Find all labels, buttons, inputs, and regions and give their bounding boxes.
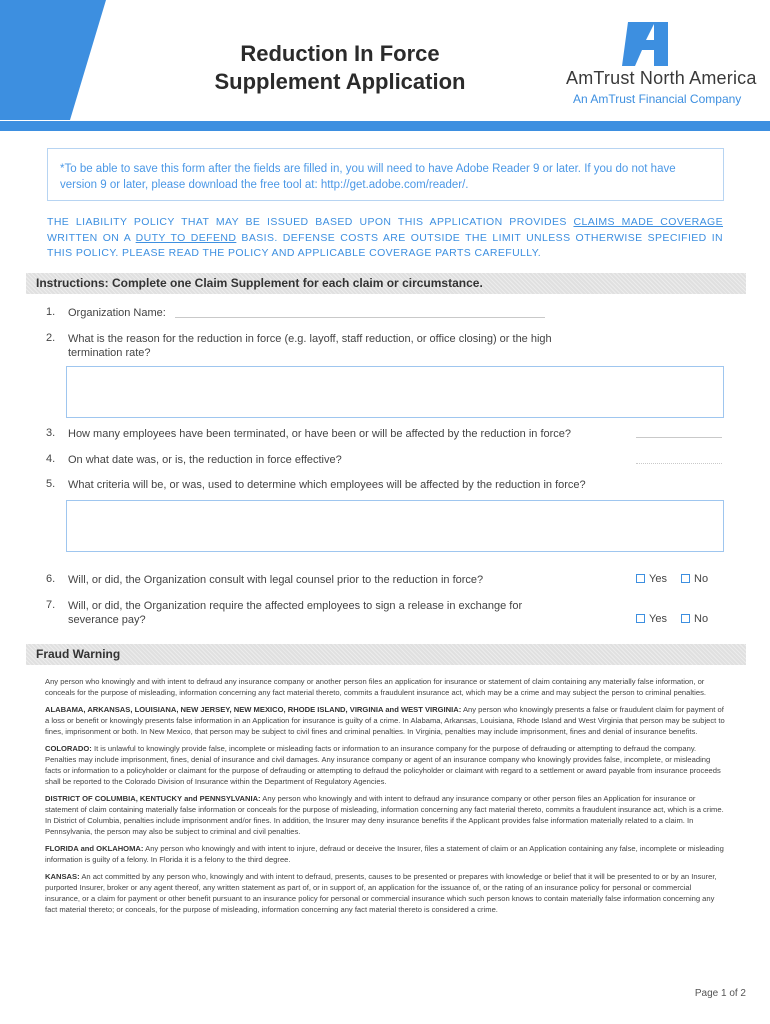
fraud-warning-body bbox=[45, 676, 725, 921]
q6-no-checkbox[interactable] bbox=[681, 574, 690, 583]
fraud-state-text: Any person who knowingly and with intent to defraud any insurance company or other person files an Application for insurance or statement of claim containing materially false information or conceals for the purpose of misleading, information concerning any fact material thereto, commits a fraudulent insurance act, which is a crime. In District of Columbia, penalties include imprisonment and/or fines. In addition, the Insurer may deny insurance benefits if the Applicant provides false information materially related to a claim. In Pennsylvania, the person may also be subject to criminal and civil penalties. bbox=[45, 794, 724, 836]
header-accent-slant bbox=[70, 0, 106, 120]
question-2-text: What is the reason for the reduction in force (e.g. layoff, staff reduction, or office closing) or the high termination rate? bbox=[68, 333, 552, 359]
page-title bbox=[190, 40, 490, 96]
question-4-text: On what date was, or is, the reduction in force effective? bbox=[68, 454, 342, 466]
question-6-number: 6. bbox=[46, 573, 56, 585]
q6-yes-label: Yes bbox=[649, 573, 667, 585]
fraud-state-paragraph bbox=[45, 843, 725, 865]
liability-statement bbox=[47, 215, 723, 262]
fraud-state-name: COLORADO: bbox=[45, 744, 92, 753]
q6-no-label: No bbox=[694, 573, 709, 585]
q7-yes-checkbox[interactable] bbox=[636, 614, 645, 623]
fraud-state-text: Any person who knowingly and with intent to injure, defraud or deceive the Insurer, files a statement of claim or an Application containing any false, incomplete or misleading information is guilty of a felony. In Florida it is a felony to the third degree. bbox=[45, 844, 724, 864]
liability-part-2: WRITTEN ON A bbox=[47, 231, 136, 244]
fraud-state-text: Any person who knowingly presents a false or fraudulent claim for payment of a loss or benefit or knowingly presents false information in an Application for insurance is guilty of a crime. In Alabama, Arkansas, Louisiana, Rhode Island and West Virginia that person may be subject to fines, imprisonment or both. In New Mexico, that person may be subject to civil fines and criminal penalties. In Virginia, penalties may include imprisonment, fines and denial of insurance benefits. bbox=[45, 705, 725, 736]
fraud-state-paragraph bbox=[45, 871, 725, 915]
q7-yes-label: Yes bbox=[649, 613, 667, 625]
selection-criteria-field[interactable] bbox=[66, 500, 724, 552]
question-1-text: Organization Name: bbox=[68, 307, 166, 319]
effective-date-field[interactable] bbox=[636, 463, 722, 464]
header-divider-bar bbox=[0, 121, 770, 131]
question-7-text: Will, or did, the Organization require the affected employees to sign a release in exchange for severance pay? bbox=[68, 600, 523, 626]
question-1-number: 1. bbox=[46, 306, 56, 318]
header-accent-shape bbox=[0, 0, 70, 120]
title-line-1: Reduction In Force bbox=[240, 41, 440, 66]
fraud-state-paragraph bbox=[45, 704, 725, 737]
fraud-state-paragraph bbox=[45, 793, 725, 837]
liability-part-1: THE LIABILITY POLICY THAT MAY BE ISSUED BASED UPON THIS APPLICATION PROVIDES bbox=[47, 216, 574, 228]
liability-claims-made: CLAIMS MADE COVERAGE bbox=[573, 216, 724, 228]
amtrust-a-logo-icon bbox=[622, 22, 674, 66]
brand-subtitle: An AmTrust Financial Company bbox=[573, 92, 742, 106]
fraud-general-paragraph: Any person who knowingly and with intent to defraud any insurance company or another person files an application for insurance or statement of claim containing any materially false information, or conceals for the purpose of misleading, information concerning any fact material thereto, commits a fraudulent insurance act, which may be a crime and may subject the person to criminal penalties. bbox=[45, 677, 706, 697]
title-line-2: Supplement Application bbox=[214, 69, 466, 94]
question-5-text: What criteria will be, or was, used to determine which employees will be affected by the reduction in force? bbox=[68, 479, 586, 491]
fraud-state-text: It is unlawful to knowingly provide false, incomplete or misleading facts or information to an insurance company for the purpose of defrauding or attempting to defraud the company. Penalties may include imprisonment, fines, denial of insurance and civil damages. Any insurance company or agent of an insurance company who knowingly provides false, incomplete, or misleading facts or information to a policyholder or claimant for the purpose of defrauding or attempting to defraud the policyholder or claimant with regard to a settlement or award payable from insurance proceeds shall be reported to the Colorado Division of Insurance within the Department of Regulatory Agencies. bbox=[45, 744, 721, 786]
adobe-notice-text: *To be able to save this form after the fields are filled in, you will need to have Adobe Reader 9 or later. If you do not have version 9 or later, please download the free tool at: http://get.adobe.com/reader/. bbox=[60, 163, 676, 191]
question-7-number: 7. bbox=[46, 599, 56, 611]
fraud-warning-header: Fraud Warning bbox=[26, 644, 746, 665]
liability-part-3: BASIS. DEFENSE COSTS ARE OUTSIDE THE LIMIT UNLESS OTHERWISE SPECIFIED IN THIS POLICY. PLEASE READ THE POLICY AND APPLICABLE COVERAGE PARTS CAREFULLY. bbox=[47, 231, 724, 259]
brand-name: AmTrust North America bbox=[566, 68, 757, 88]
question-3-text: How many employees have been terminated, or have been or will be affected by the reduction in force? bbox=[68, 428, 572, 440]
fraud-state-text: An act committed by any person who, knowingly and with intent to defraud, presents, causes to be presented or prepares with knowledge or belief that it will be presented to or by an Insurer, purported Insurer, broker or any agent thereof, any written statement as part of, or in support of, an application for the issuance of, or the rating of an insurance policy for personal or commercial insurance, or a claim for payment or other benefit pursuant to an insurance policy for personal or commercial insurance which such person knows to contain materially false information concerning any fact material thereto; or conceals, for the purpose of misleading, information concerning any fact material thereto is considered a crime. bbox=[45, 872, 717, 914]
fraud-state-name: FLORIDA and OKLAHOMA: bbox=[45, 844, 144, 853]
liability-duty-to-defend: DUTY TO DEFEND bbox=[135, 231, 237, 244]
q6-yes-checkbox[interactable] bbox=[636, 574, 645, 583]
reduction-reason-field[interactable] bbox=[66, 366, 724, 418]
question-2-number: 2. bbox=[46, 332, 56, 344]
organization-name-field[interactable] bbox=[175, 317, 545, 318]
q7-no-checkbox[interactable] bbox=[681, 614, 690, 623]
adobe-notice-box bbox=[47, 148, 724, 201]
fraud-state-name: ALABAMA, ARKANSAS, LOUISIANA, NEW JERSEY, NEW MEXICO, RHODE ISLAND, VIRGINIA and WEST VIRGINIA: bbox=[45, 705, 462, 714]
fraud-state-name: KANSAS: bbox=[45, 872, 80, 881]
employees-terminated-field[interactable] bbox=[636, 437, 722, 438]
fraud-state-name: DISTRICT OF COLUMBIA, KENTUCKY and PENNSYLVANIA: bbox=[45, 794, 261, 803]
question-3-number: 3. bbox=[46, 427, 56, 439]
page-number: Page 1 of 2 bbox=[694, 988, 746, 999]
q7-no-label: No bbox=[694, 613, 709, 625]
fraud-state-paragraph bbox=[45, 743, 725, 787]
question-6-text: Will, or did, the Organization consult with legal counsel prior to the reduction in force? bbox=[68, 574, 484, 586]
question-4-number: 4. bbox=[46, 453, 56, 465]
instructions-header: Instructions: Complete one Claim Supplement for each claim or circumstance. bbox=[26, 273, 746, 294]
question-5-number: 5. bbox=[46, 478, 56, 490]
